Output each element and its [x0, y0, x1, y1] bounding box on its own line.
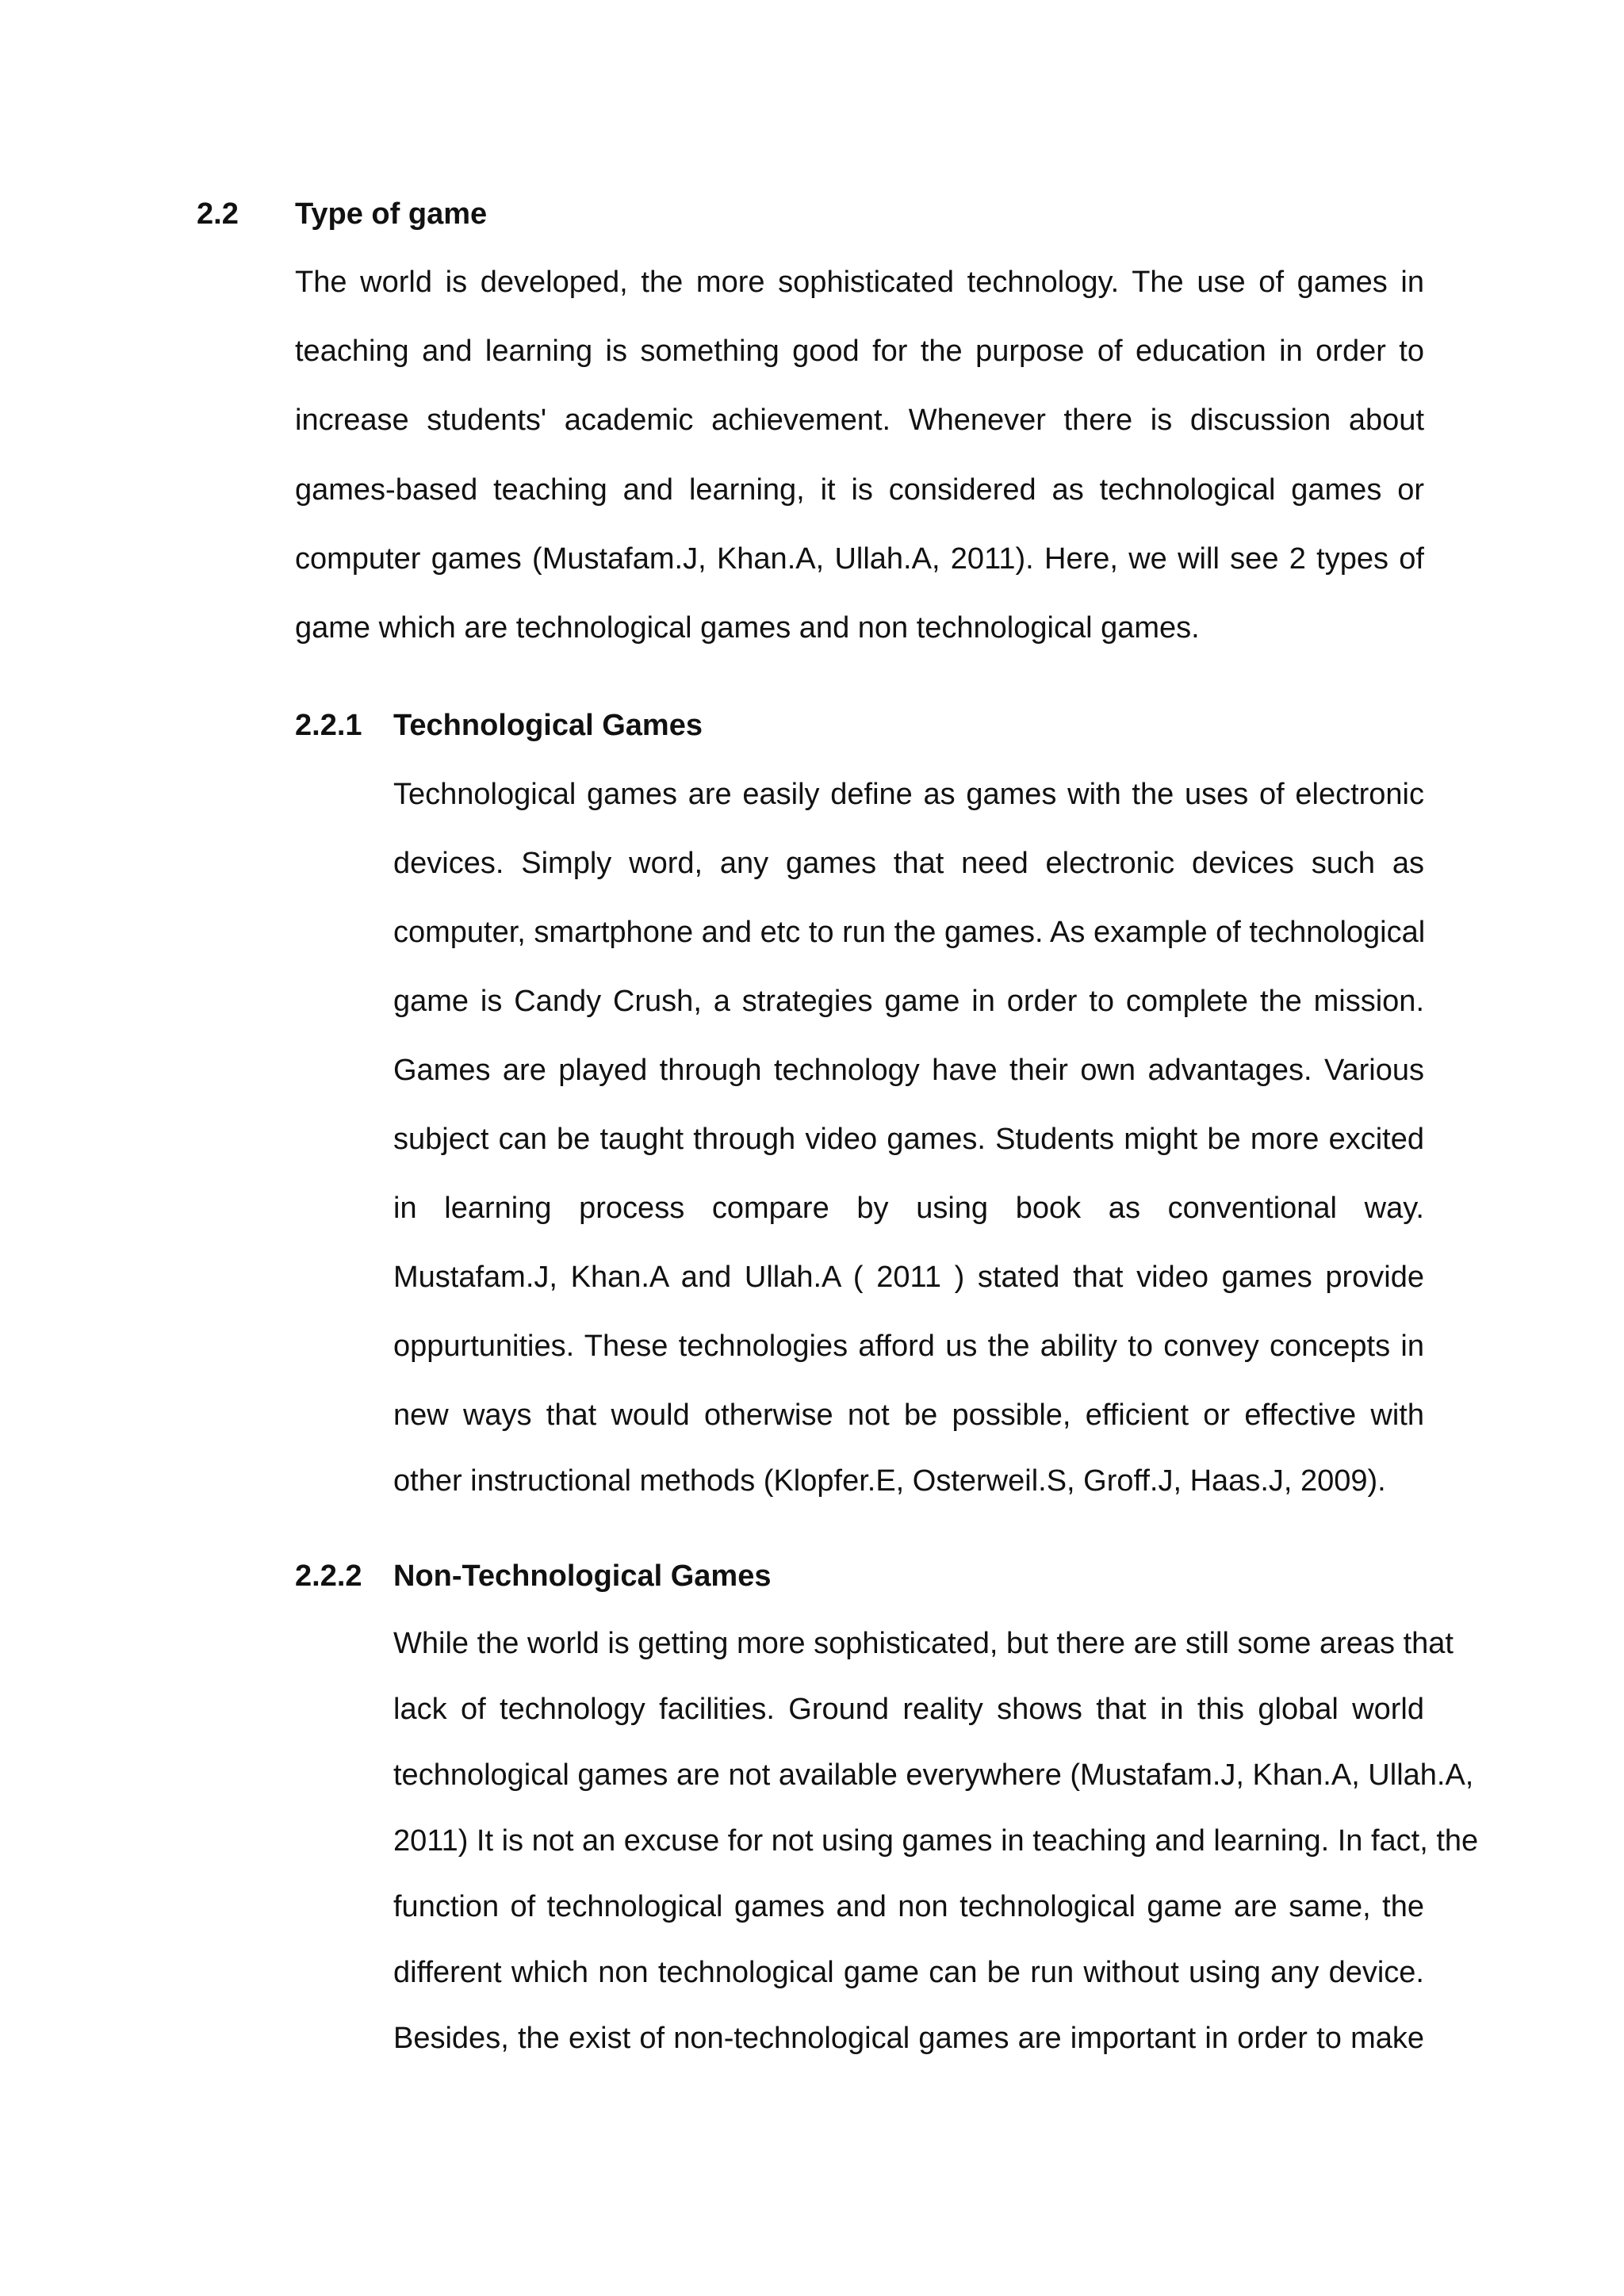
paragraph-line: computer games (Mustafam.J, Khan.A, Ullah.A, 2011). Here, we will see 2 types of: [295, 542, 1424, 576]
section-title: Technological Games: [393, 709, 703, 742]
section-number: 2.2.2: [295, 1559, 362, 1593]
paragraph-line: technological games are not available everywhere (Mustafam.J, Khan.A, Ullah.A,: [393, 1758, 1474, 1792]
paragraph-line: lack of technology facilities. Ground reality shows that in this global world: [393, 1693, 1424, 1726]
paragraph-line: Games are played through technology have their own advantages. Various: [393, 1054, 1424, 1087]
section-title: Type of game: [295, 197, 488, 231]
section-title: Non-Technological Games: [393, 1559, 772, 1593]
paragraph-line: subject can be taught through video games. Students might be more excited: [393, 1123, 1424, 1156]
paragraph-line: teaching and learning is something good for the purpose of education in order to: [295, 335, 1424, 368]
paragraph-line: new ways that would otherwise not be possible, efficient or effective with: [393, 1399, 1424, 1432]
paragraph-line: While the world is getting more sophisticated, but there are still some areas that: [393, 1627, 1454, 1660]
paragraph-line: Technological games are easily define as games with the uses of electronic: [393, 778, 1424, 811]
paragraph-line: devices. Simply word, any games that need electronic devices such as: [393, 847, 1424, 880]
paragraph-line: The world is developed, the more sophisticated technology. The use of games in: [295, 266, 1424, 299]
paragraph-line: Mustafam.J, Khan.A and Ullah.A ( 2011 ) stated that video games provide: [393, 1261, 1424, 1294]
paragraph-line: 2011) It is not an excuse for not using games in teaching and learning. In fact, the: [393, 1824, 1479, 1858]
paragraph-line: function of technological games and non technological game are same, the: [393, 1890, 1424, 1923]
paragraph-line: other instructional methods (Klopfer.E, Osterweil.S, Groff.J, Haas.J, 2009).: [393, 1464, 1386, 1498]
paragraph-line: games-based teaching and learning, it is considered as technological games or: [295, 473, 1424, 507]
section-number: 2.2.1: [295, 709, 362, 742]
paragraph-line: different which non technological game can be run without using any device.: [393, 1956, 1424, 1989]
paragraph-line: game which are technological games and non technological games.: [295, 611, 1200, 645]
paragraph-line: oppurtunities. These technologies afford us the ability to convey concepts in: [393, 1330, 1424, 1363]
paragraph-line: computer, smartphone and etc to run the games. As example of technological: [393, 916, 1426, 949]
section-number: 2.2: [197, 197, 239, 231]
paragraph-line: in learning process compare by using book as conventional way.: [393, 1192, 1424, 1225]
paragraph-line: game is Candy Crush, a strategies game in order to complete the mission.: [393, 985, 1424, 1018]
paragraph-line: increase students' academic achievement. Whenever there is discussion about: [295, 404, 1424, 437]
paragraph-line: Besides, the exist of non-technological games are important in order to make: [393, 2022, 1424, 2055]
